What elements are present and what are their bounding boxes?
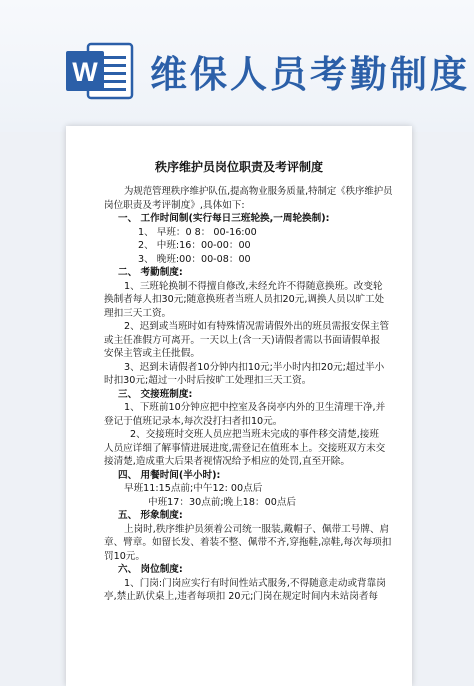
banner	[0, 0, 474, 132]
doc-line: 安保主管或主任批假。	[104, 348, 200, 359]
doc-line: 或主任准假方可离开。一天以上(含一天)请假者需以书面请假单报	[104, 335, 381, 346]
doc-line: 时扣30元;超过一小时后按旷工处理扣三天工资。	[104, 375, 312, 386]
doc-line: 1、门岗:门岗应实行有时间性站式服务,不得随意走动或背靠岗	[124, 578, 386, 589]
doc-line: 章、臂章。如留长发、着装不整、佩带不齐,穿拖鞋,凉鞋,每次每项扣	[104, 537, 392, 548]
doc-line: 3、 晚班:00：00-08：00	[138, 254, 251, 265]
doc-line: 岗位职责及考评制度》,具体如下:	[104, 200, 245, 211]
doc-line: 3、迟到未请假者10分钟内扣10元;半小时内扣20元;超过半小	[124, 362, 385, 373]
doc-line: 1、 早班：0 8： 00-16:00	[138, 227, 257, 238]
section-heading: 二、 考勤制度:	[118, 267, 183, 278]
document-title: 秩序维护员岗位职责及考评制度	[154, 160, 323, 174]
doc-line: 亭,禁止趴伏桌上,违者每项扣 20元;门岗在规定时间内未站岗者每	[104, 591, 379, 602]
doc-line: 罚10元。	[104, 551, 145, 562]
doc-line: 2、 中班:16：00-00：00	[138, 240, 251, 251]
doc-line: 接清楚,造成重大后果者视情况给予相应的处罚,直至开除。	[104, 456, 350, 467]
doc-line: 上岗时,秩序维护员须着公司统一服装,戴帽子、佩带工号牌、肩	[124, 524, 390, 535]
section-heading: 一、 工作时间制(实行每日三班轮换,一周轮换制):	[118, 213, 330, 224]
doc-line: 中班17：30点前;晚上18：00点后	[148, 497, 297, 508]
doc-line: 理扣三天工资。	[104, 308, 172, 319]
word-document-icon	[64, 42, 134, 100]
doc-line: 换制者每人扣30元;随意换班者当班人员扣20元,调换人员以旷工处	[104, 294, 385, 305]
section-heading: 三、 交接班制度:	[118, 389, 193, 400]
doc-line: 为规范管理秩序维护队伍,提高物业服务质量,特制定《秩序维护员	[124, 186, 393, 197]
document-page	[66, 126, 412, 686]
word-logo-letter: W	[72, 57, 98, 87]
doc-line: 2、迟到或当班时如有特殊情况需请假外出的班员需报安保主管	[124, 321, 390, 332]
banner-title: 维保人员考勤制度	[150, 53, 470, 96]
section-heading: 五、 形象制度:	[118, 510, 183, 521]
doc-line: 1、三班轮换制不得擅自修改,未经允许不得随意换班。改变轮	[124, 281, 383, 292]
doc-line: 2、交接班时交班人员应把当班未完成的事件移交清楚,接班	[130, 429, 379, 440]
doc-line: 1、下班前10分钟应把中控室及各岗亭内外的卫生清理干净,并	[124, 402, 386, 413]
doc-line: 登记于值班记录本,每次没打扫者扣10元。	[104, 416, 283, 427]
doc-line: 人员应详细了解事情进展进度,需登记在值班本上。交接班双方未交	[104, 443, 386, 454]
doc-line: 早班11:15点前;中午12: 00点后	[124, 483, 263, 494]
section-heading: 六、 岗位制度:	[118, 564, 183, 575]
section-heading: 四、 用餐时间(半小时):	[118, 470, 221, 481]
